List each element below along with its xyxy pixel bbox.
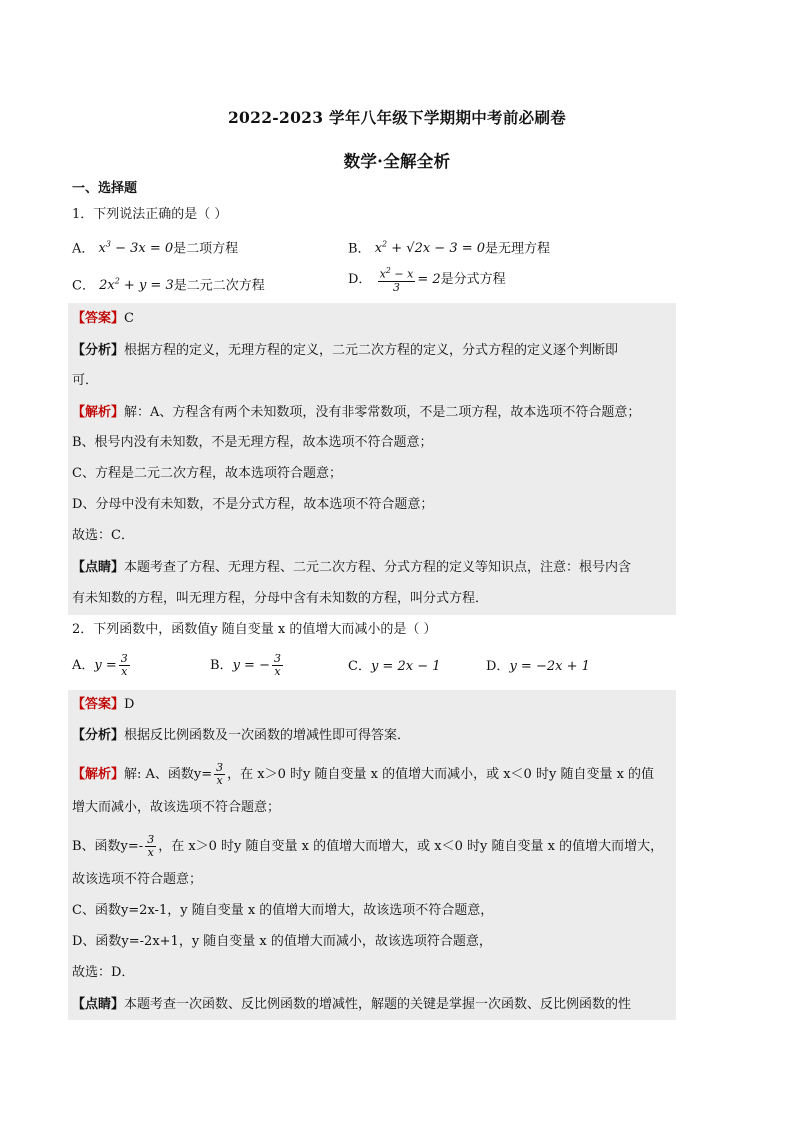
document-subtitle: 数学·全解全析 — [343, 152, 451, 171]
q2-answer: 【答案】D — [72, 697, 135, 712]
q1-option-c: C． $2x^2 + y = 3$是二元二次方程 — [72, 277, 265, 294]
q1-solution-line-4: D、分母中没有未知数，不是分式方程，故本选项不符合题意； — [72, 497, 434, 512]
q2-comment-line-1: 【点睛】本题考查一次函数、反比例函数的增减性，解题的关键是掌握一次函数、反比例函数的性 — [72, 997, 632, 1012]
q2-stem: 2．下列函数中，函数值y 随自变量 x 的值增大而减小的是（ ） — [72, 622, 437, 637]
q2-solution-line-2: 增大而减小，故该选项不符合题意； — [72, 800, 281, 815]
q1-solution-line-1: 【解析】解：A、方程含有两个未知数项，没有非零常数项，不是二项方程，故本选项不符合题意； — [72, 405, 641, 420]
q2-option-c: C．y = 2x − 1 — [348, 659, 441, 674]
q2-solution-line-5: C、函数y=2x-1，y 随自变量 x 的值增大而增大，故该选项不符合题意， — [72, 903, 494, 918]
q1-solution-line-2: B、根号内没有未知数，不是无理方程，故本选项不符合题意； — [72, 435, 433, 450]
section-heading: 一、选择题 — [72, 181, 138, 196]
q2-solution-line-3: B、函数y=- $\frac{3}{x}$ ，在 x＞0 时y 随自变量 x 的值增大而增大，或 x＜0 时y 随自变量 x 的值增大而增大， — [72, 833, 664, 859]
q1-solution-line-3: C、方程是二元二次方程，故本选项符合题意； — [72, 466, 342, 481]
q1-option-b: B． $x^2 + √2x - 3 = 0$是无理方程 — [348, 240, 551, 257]
q2-option-d: D．y = −2x + 1 — [486, 659, 590, 674]
q2-solution-line-1: 【解析】解: A、函数y= $\frac{3}{x}$ ，在 x＞0 时y 随自变量 x 的值增大而减小，或 x＜0 时y 随自变量 x 的值 — [72, 761, 655, 787]
q2-option-b: B．y = − $\frac{3}{x}$ — [210, 652, 281, 678]
q1-option-d: D． $\frac{x^2 - x}{3}$ = 2是分式方程 — [348, 266, 506, 294]
q1-analysis-line-2: 可． — [72, 373, 99, 388]
q2-solution-line-7: 故选：D． — [72, 965, 135, 980]
q1-analysis-line-1: 【分析】根据方程的定义，无理方程的定义，二元二次方程的定义，分式方程的定义逐个判断即 — [72, 343, 619, 358]
q2-analysis-line-1: 【分析】根据反比例函数及一次函数的增减性即可得答案． — [72, 728, 411, 743]
q1-stem: 1．下列说法正确的是（ ） — [72, 207, 228, 222]
document-title: 2022-2023 学年八年级下学期期中考前必刷卷 — [227, 108, 567, 127]
q1-answer: 【答案】C — [72, 311, 134, 326]
q1-option-a: A． $x^3 - 3x = 0$是二项方程 — [72, 240, 239, 257]
q2-solution-line-4: 故该选项不符合题意； — [72, 872, 203, 887]
q1-solution-line-5: 故选：C． — [72, 528, 134, 543]
q2-option-a: A．y = $\frac{3}{x}$ — [72, 652, 128, 678]
q2-solution-line-6: D、函数y=-2x+1，y 随自变量 x 的值增大而减小，故该选项符合题意， — [72, 934, 492, 949]
q1-comment-line-1: 【点睛】本题考查了方程、无理方程、二元二次方程、分式方程的定义等知识点，注意：根号内含 — [72, 560, 632, 575]
q1-comment-line-2: 有未知数的方程，叫无理方程，分母中含有未知数的方程，叫分式方程． — [72, 591, 489, 606]
